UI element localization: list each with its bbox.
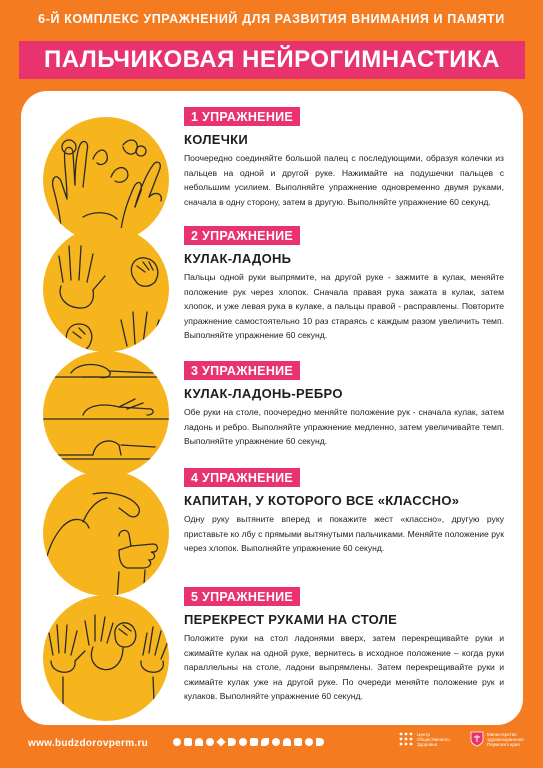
exercise-title: КУЛАК-ЛАДОНЬ-РЕБРО bbox=[184, 386, 343, 401]
exercise-description: Положите руки на стол ладонями вверх, затем перекрещивайте руки и сжимайте кулак на одной руке, вернитесь в исходное положение – когда руки параллельны на столе, ладони выпрямлены. Затем перекрещивайте руки и сжимайте кулак уже на другой руке. По очереди меняйте положение рук и кулаков. Выполняйте упражнение 60 секунд. bbox=[184, 633, 504, 702]
header-subtitle: 6-Й КОМПЛЕКС УПРАЖНЕНИЙ ДЛЯ РАЗВИТИЯ ВНИМАНИЯ И ПАМЯТИ bbox=[38, 12, 505, 26]
exercise-description: Пальцы одной руки выпрямите, на другой руке - зажмите в кулак, меняйте положение рук через хлопок. Сначала правая рука зажата в кулак, затем хлопок, и уже левая рука в кулаке, а пальцы правой - расправлены. Повторите упражнение самостоятельно 10 раз стараясь с каждым разом увеличить темп. Выполняйте упражнение 60 секунд. bbox=[184, 272, 504, 341]
exercise-description: Обе руки на столе, поочередно меняйте положение рук - сначала кулак, затем ладонь и ребро. Выполняйте упражнение медленно, затем увеличивайте темп. Выполняйте упражнение 60 секунд. bbox=[184, 407, 504, 447]
ministry-logo-text: Министерство здравоохранения Пермского края bbox=[487, 731, 524, 747]
footer-decoration bbox=[173, 738, 324, 746]
page-title: ПАЛЬЧИКОВАЯ НЕЙРОГИМНАСТИКА bbox=[19, 41, 525, 79]
exercise-title: КОЛЕЧКИ bbox=[184, 132, 249, 147]
health-center-logo bbox=[398, 731, 453, 747]
dots-logo-icon bbox=[398, 731, 414, 747]
fist-palm-illustration bbox=[43, 226, 169, 352]
shield-emblem-icon bbox=[470, 731, 484, 747]
exercise-card bbox=[21, 91, 523, 725]
exercise-tag: 1 УПРАЖНЕНИЕ bbox=[184, 107, 300, 126]
rings-illustration bbox=[43, 117, 169, 243]
crossed-hands-illustration bbox=[43, 595, 169, 721]
exercise-tag: 2 УПРАЖНЕНИЕ bbox=[184, 226, 300, 245]
exercise-title: ПЕРЕКРЕСТ РУКАМИ НА СТОЛЕ bbox=[184, 612, 398, 627]
exercise-tag: 4 УПРАЖНЕНИЕ bbox=[184, 468, 300, 487]
website-link[interactable]: www.budzdorovperm.ru bbox=[28, 738, 149, 749]
exercise-title: КАПИТАН, У КОТОРОГО ВСЕ «КЛАССНО» bbox=[184, 493, 460, 508]
fist-palm-edge-illustration bbox=[43, 351, 169, 477]
exercise-title: КУЛАК-ЛАДОНЬ bbox=[184, 251, 292, 266]
ministry-logo bbox=[470, 731, 537, 747]
health-center-logo-text: Центр Общественного Здоровья bbox=[417, 731, 450, 747]
captain-thumbs-up-illustration bbox=[43, 470, 169, 596]
exercise-tag: 3 УПРАЖНЕНИЕ bbox=[184, 361, 300, 380]
exercise-description: Поочередно соединяйте большой палец с последующими, образуя колечки из пальцев на одной и другой руке. Нажимайте на подушечки пальцев с небольшим усилием. Выполняйте упражнение одновременно двумя руками, сначала в одну сторону, затем в другую. Выполняйте упражнение 60 секунд. bbox=[184, 153, 504, 207]
exercise-tag: 5 УПРАЖНЕНИЕ bbox=[184, 587, 300, 606]
exercise-description: Одну руку вытяните вперед и покажите жест «классно», другую руку приставьте ко лбу с прямыми вытянутыми пальчиками. Меняйте положение рук через хлопок. Выполняйте упражнение 60 секунд. bbox=[184, 514, 504, 554]
